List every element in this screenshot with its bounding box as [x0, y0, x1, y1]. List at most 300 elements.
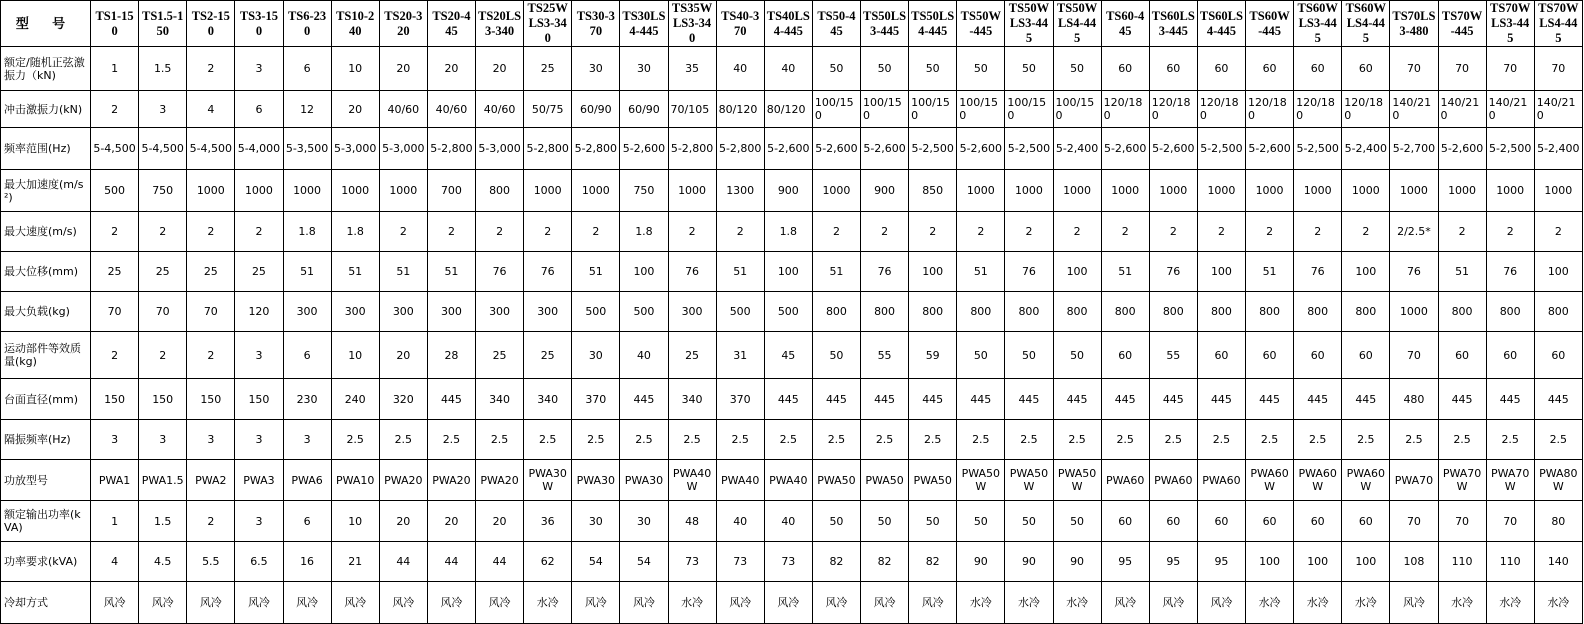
table-cell: 370: [716, 379, 764, 420]
table-cell: 2.5: [764, 420, 812, 460]
table-cell: 60: [1438, 332, 1486, 379]
table-row: [1, 292, 1583, 332]
table-cell: 800: [1005, 292, 1053, 332]
table-cell: 60: [1197, 501, 1245, 542]
table-cell: 100: [1534, 252, 1582, 292]
table-cell: 900: [764, 170, 812, 212]
table-cell: 2: [1342, 212, 1390, 252]
table-cell: 60: [1342, 332, 1390, 379]
table-cell: 水冷: [1534, 582, 1582, 624]
table-cell: 150: [187, 379, 235, 420]
table-cell: 3: [139, 91, 187, 128]
table-cell: 500: [620, 292, 668, 332]
table-cell: PWA40W: [668, 460, 716, 501]
table-cell: 800: [1101, 292, 1149, 332]
model-header: TS1.5-150: [139, 1, 187, 47]
table-cell: 2: [1053, 212, 1101, 252]
table-cell: 2.5: [861, 420, 909, 460]
table-cell: 54: [620, 542, 668, 582]
table-cell: 风冷: [283, 582, 331, 624]
table-cell: 5-2,600: [957, 128, 1005, 170]
table-cell: 73: [716, 542, 764, 582]
model-header: TS70W-445: [1438, 1, 1486, 47]
model-header: TS20-320: [379, 1, 427, 47]
table-cell: 2: [187, 212, 235, 252]
table-cell: 500: [572, 292, 620, 332]
model-header: TS50W-445: [957, 1, 1005, 47]
table-cell: 500: [91, 170, 139, 212]
table-row: [1, 501, 1583, 542]
table-cell: 5-2,600: [1246, 128, 1294, 170]
table-cell: 2: [427, 212, 475, 252]
table-cell: 风冷: [187, 582, 235, 624]
table-cell: 水冷: [1294, 582, 1342, 624]
table-cell: 445: [812, 379, 860, 420]
table-cell: 76: [1390, 252, 1438, 292]
table-cell: 2: [1005, 212, 1053, 252]
table-cell: 60: [1246, 332, 1294, 379]
table-cell: 70: [139, 292, 187, 332]
table-cell: PWA60: [1149, 460, 1197, 501]
table-cell: 44: [427, 542, 475, 582]
table-cell: 51: [1101, 252, 1149, 292]
model-header: TS60WLS3-445: [1294, 1, 1342, 47]
table-cell: 2.5: [1101, 420, 1149, 460]
table-cell: 10: [331, 47, 379, 91]
table-cell: 120/180: [1197, 91, 1245, 128]
table-cell: 25: [476, 332, 524, 379]
table-cell: 水冷: [524, 582, 572, 624]
table-cell: 2.5: [1053, 420, 1101, 460]
table-cell: 1000: [1438, 170, 1486, 212]
table-cell: 风冷: [764, 582, 812, 624]
table-cell: 80: [1534, 501, 1582, 542]
table-cell: 2: [1438, 212, 1486, 252]
table-cell: PWA80W: [1534, 460, 1582, 501]
table-cell: PWA50: [861, 460, 909, 501]
table-cell: PWA10: [331, 460, 379, 501]
table-cell: 水冷: [1486, 582, 1534, 624]
table-cell: 5-2,500: [1197, 128, 1245, 170]
table-cell: 25: [524, 332, 572, 379]
table-cell: 水冷: [1005, 582, 1053, 624]
table-cell: 2: [1197, 212, 1245, 252]
table-cell: 70: [1534, 47, 1582, 91]
table-cell: 2.5: [427, 420, 475, 460]
model-header: TS40LS4-445: [764, 1, 812, 47]
table-cell: 850: [909, 170, 957, 212]
table-cell: 70: [1390, 332, 1438, 379]
table-cell: 10: [331, 332, 379, 379]
table-cell: 1000: [812, 170, 860, 212]
table-cell: 40: [716, 47, 764, 91]
table-cell: 50: [909, 47, 957, 91]
table-cell: 1000: [1294, 170, 1342, 212]
table-cell: 水冷: [1053, 582, 1101, 624]
table-cell: 5-2,600: [1101, 128, 1149, 170]
table-cell: 20: [379, 47, 427, 91]
table-cell: 1.5: [139, 47, 187, 91]
table-row: [1, 91, 1583, 128]
table-row: [1, 460, 1583, 501]
table-cell: 2: [524, 212, 572, 252]
table-cell: 1: [91, 47, 139, 91]
row-label: 功放型号: [1, 460, 91, 501]
table-cell: 1.8: [620, 212, 668, 252]
table-cell: 120/180: [1246, 91, 1294, 128]
table-cell: 76: [668, 252, 716, 292]
table-cell: 76: [1005, 252, 1053, 292]
table-cell: 2: [139, 212, 187, 252]
table-cell: 100: [620, 252, 668, 292]
table-cell: 20: [476, 47, 524, 91]
table-cell: 2.5: [812, 420, 860, 460]
table-cell: 140/210: [1390, 91, 1438, 128]
table-cell: 25: [91, 252, 139, 292]
table-cell: 2.5: [524, 420, 572, 460]
table-cell: PWA3: [235, 460, 283, 501]
table-cell: PWA50: [812, 460, 860, 501]
table-cell: PWA40: [764, 460, 812, 501]
table-cell: 6: [283, 501, 331, 542]
table-cell: 25: [668, 332, 716, 379]
table-cell: 300: [331, 292, 379, 332]
table-cell: 445: [909, 379, 957, 420]
table-cell: 60: [1342, 501, 1390, 542]
table-cell: 2.5: [1005, 420, 1053, 460]
table-cell: PWA60W: [1246, 460, 1294, 501]
table-cell: 700: [427, 170, 475, 212]
table-cell: 2.5: [1149, 420, 1197, 460]
table-cell: 6.5: [235, 542, 283, 582]
table-cell: 80/120: [716, 91, 764, 128]
table-cell: 2.5: [572, 420, 620, 460]
table-cell: 445: [957, 379, 1005, 420]
table-cell: 120/180: [1294, 91, 1342, 128]
table-cell: 1000: [235, 170, 283, 212]
table-cell: 1000: [331, 170, 379, 212]
table-cell: 800: [1438, 292, 1486, 332]
row-label: 冷却方式: [1, 582, 91, 624]
table-cell: 40/60: [379, 91, 427, 128]
table-cell: 445: [1294, 379, 1342, 420]
table-cell: 76: [1486, 252, 1534, 292]
table-cell: 2.5: [331, 420, 379, 460]
table-cell: 10: [331, 501, 379, 542]
table-cell: 6: [235, 91, 283, 128]
table-cell: 2.5: [476, 420, 524, 460]
table-cell: 82: [812, 542, 860, 582]
model-header: TS30LS4-445: [620, 1, 668, 47]
model-header: TS20LS3-340: [476, 1, 524, 47]
table-cell: 2.5: [620, 420, 668, 460]
row-label: 额定输出功率(kVA): [1, 501, 91, 542]
table-cell: 60: [1149, 501, 1197, 542]
table-cell: 水冷: [1438, 582, 1486, 624]
table-cell: 1000: [283, 170, 331, 212]
table-cell: 2: [235, 212, 283, 252]
table-cell: 1.8: [331, 212, 379, 252]
table-cell: PWA50W: [1053, 460, 1101, 501]
model-header: TS70LS3-480: [1390, 1, 1438, 47]
table-cell: 6: [283, 332, 331, 379]
table-cell: PWA6: [283, 460, 331, 501]
model-header: TS60WLS4-445: [1342, 1, 1390, 47]
table-cell: 800: [861, 292, 909, 332]
table-cell: 800: [1342, 292, 1390, 332]
table-cell: 120/180: [1149, 91, 1197, 128]
table-cell: 30: [572, 332, 620, 379]
table-cell: 150: [139, 379, 187, 420]
table-cell: 50: [1005, 332, 1053, 379]
model-header: TS70WLS3-445: [1486, 1, 1534, 47]
table-cell: 55: [1149, 332, 1197, 379]
table-cell: 2: [1294, 212, 1342, 252]
table-cell: 150: [235, 379, 283, 420]
table-cell: PWA60: [1101, 460, 1149, 501]
table-cell: 50: [1005, 501, 1053, 542]
table-cell: 5-2,800: [524, 128, 572, 170]
table-cell: 50: [1053, 332, 1101, 379]
table-cell: 28: [427, 332, 475, 379]
model-header: TS50LS3-445: [861, 1, 909, 47]
table-cell: 108: [1390, 542, 1438, 582]
table-cell: 5-2,700: [1390, 128, 1438, 170]
table-cell: 140/210: [1486, 91, 1534, 128]
table-cell: 340: [524, 379, 572, 420]
table-cell: 40: [716, 501, 764, 542]
table-cell: 36: [524, 501, 572, 542]
table-cell: 59: [909, 332, 957, 379]
table-cell: 50: [1053, 501, 1101, 542]
table-row: [1, 582, 1583, 624]
table-cell: 445: [1149, 379, 1197, 420]
table-cell: PWA20: [379, 460, 427, 501]
table-cell: 40: [764, 501, 812, 542]
table-cell: 1000: [524, 170, 572, 212]
table-cell: 48: [668, 501, 716, 542]
table-cell: 40: [764, 47, 812, 91]
table-cell: 44: [476, 542, 524, 582]
table-cell: 50: [812, 47, 860, 91]
table-cell: 风冷: [620, 582, 668, 624]
table-cell: 2.5: [1246, 420, 1294, 460]
table-cell: 60: [1101, 47, 1149, 91]
table-cell: 2.5: [716, 420, 764, 460]
table-cell: 750: [620, 170, 668, 212]
table-cell: 1000: [668, 170, 716, 212]
table-cell: PWA30W: [524, 460, 572, 501]
table-cell: 1000: [957, 170, 1005, 212]
table-cell: 5-3,500: [283, 128, 331, 170]
table-cell: 2: [187, 47, 235, 91]
table-cell: 风冷: [331, 582, 379, 624]
table-cell: 5-2,600: [764, 128, 812, 170]
table-cell: 76: [1149, 252, 1197, 292]
table-cell: 445: [1053, 379, 1101, 420]
table-cell: 120/180: [1101, 91, 1149, 128]
table-cell: 30: [572, 501, 620, 542]
table-cell: 70: [187, 292, 235, 332]
table-cell: 3: [235, 47, 283, 91]
table-cell: 2.5: [1294, 420, 1342, 460]
model-header: TS25WLS3-340: [524, 1, 572, 47]
table-cell: 风冷: [476, 582, 524, 624]
model-header: TS60W-445: [1246, 1, 1294, 47]
table-cell: 60/90: [620, 91, 668, 128]
table-row: [1, 252, 1583, 292]
model-header: TS50WLS3-445: [1005, 1, 1053, 47]
table-cell: 2: [379, 212, 427, 252]
table-cell: 140/210: [1534, 91, 1582, 128]
table-cell: 2: [1246, 212, 1294, 252]
table-cell: 3: [187, 420, 235, 460]
table-cell: 73: [764, 542, 812, 582]
table-cell: 1.8: [283, 212, 331, 252]
table-cell: 2: [572, 212, 620, 252]
table-cell: 4: [187, 91, 235, 128]
table-cell: 800: [1149, 292, 1197, 332]
table-cell: PWA20: [476, 460, 524, 501]
table-cell: 1.8: [764, 212, 812, 252]
table-cell: 5-2,400: [1534, 128, 1582, 170]
table-cell: 40/60: [476, 91, 524, 128]
table-cell: 1000: [1342, 170, 1390, 212]
table-cell: 2: [1149, 212, 1197, 252]
model-header: TS40-370: [716, 1, 764, 47]
table-cell: PWA30: [572, 460, 620, 501]
model-header: TS50-445: [812, 1, 860, 47]
table-cell: 800: [812, 292, 860, 332]
table-cell: PWA60W: [1342, 460, 1390, 501]
table-cell: 60: [1197, 47, 1245, 91]
table-cell: 100/150: [861, 91, 909, 128]
table-cell: 82: [909, 542, 957, 582]
model-header: TS2-150: [187, 1, 235, 47]
table-cell: 230: [283, 379, 331, 420]
table-cell: 100/150: [909, 91, 957, 128]
table-cell: 1000: [1246, 170, 1294, 212]
table-cell: 21: [331, 542, 379, 582]
table-cell: 水冷: [1342, 582, 1390, 624]
table-cell: 20: [427, 47, 475, 91]
table-cell: 100: [1197, 252, 1245, 292]
table-cell: 60: [1101, 501, 1149, 542]
table-cell: 800: [909, 292, 957, 332]
table-cell: 1000: [1197, 170, 1245, 212]
table-cell: 5-2,500: [1005, 128, 1053, 170]
table-cell: 2: [1101, 212, 1149, 252]
table-cell: 100: [1342, 542, 1390, 582]
table-cell: 5-3,000: [331, 128, 379, 170]
table-cell: 5-2,600: [812, 128, 860, 170]
table-cell: 100: [1294, 542, 1342, 582]
table-cell: 风冷: [1101, 582, 1149, 624]
model-header: TS1-150: [91, 1, 139, 47]
table-cell: 5-2,800: [427, 128, 475, 170]
table-cell: 6: [283, 47, 331, 91]
table-cell: 100/150: [957, 91, 1005, 128]
table-cell: 90: [1053, 542, 1101, 582]
table-cell: 3: [235, 501, 283, 542]
table-cell: 3: [91, 420, 139, 460]
table-cell: 300: [379, 292, 427, 332]
table-cell: 55: [861, 332, 909, 379]
table-cell: 50: [861, 501, 909, 542]
table-cell: 5-4,000: [235, 128, 283, 170]
table-cell: 5-4,500: [91, 128, 139, 170]
row-label: 频率范围(Hz): [1, 128, 91, 170]
model-header: TS10-240: [331, 1, 379, 47]
table-cell: 150: [91, 379, 139, 420]
table-cell: 2.5: [1438, 420, 1486, 460]
table-cell: 70: [1486, 501, 1534, 542]
table-cell: 20: [379, 501, 427, 542]
table-cell: 2: [812, 212, 860, 252]
table-cell: 445: [764, 379, 812, 420]
table-cell: 800: [1053, 292, 1101, 332]
table-cell: 5-4,500: [139, 128, 187, 170]
table-cell: 110: [1438, 542, 1486, 582]
table-cell: 2: [187, 332, 235, 379]
table-cell: 100: [909, 252, 957, 292]
table-cell: 水冷: [957, 582, 1005, 624]
table-cell: 2.5: [379, 420, 427, 460]
table-cell: 50: [1005, 47, 1053, 91]
table-cell: 120/180: [1342, 91, 1390, 128]
table-cell: 445: [1246, 379, 1294, 420]
table-cell: PWA60W: [1294, 460, 1342, 501]
table-cell: 风冷: [235, 582, 283, 624]
table-cell: 2.5: [1534, 420, 1582, 460]
model-header: TS60LS3-445: [1149, 1, 1197, 47]
table-cell: 800: [1534, 292, 1582, 332]
table-cell: 90: [1005, 542, 1053, 582]
table-cell: 51: [812, 252, 860, 292]
row-label: 台面直径(mm): [1, 379, 91, 420]
table-cell: 60: [1246, 501, 1294, 542]
table-cell: 31: [716, 332, 764, 379]
table-cell: PWA70W: [1438, 460, 1486, 501]
table-cell: 50: [812, 332, 860, 379]
table-cell: 4.5: [139, 542, 187, 582]
model-header: TS50LS4-445: [909, 1, 957, 47]
table-cell: 70: [1438, 47, 1486, 91]
table-cell: 35: [668, 47, 716, 91]
table-cell: 445: [427, 379, 475, 420]
table-cell: 风冷: [1390, 582, 1438, 624]
table-row: [1, 212, 1583, 252]
row-label: 最大位移(mm): [1, 252, 91, 292]
table-cell: 100/150: [1005, 91, 1053, 128]
table-cell: 445: [1101, 379, 1149, 420]
table-cell: 51: [572, 252, 620, 292]
table-cell: 风冷: [909, 582, 957, 624]
table-cell: 50: [957, 332, 1005, 379]
table-cell: 44: [379, 542, 427, 582]
table-cell: 5-2,500: [1486, 128, 1534, 170]
table-cell: 90: [957, 542, 1005, 582]
table-cell: PWA20: [427, 460, 475, 501]
table-cell: 5-3,000: [476, 128, 524, 170]
table-cell: 2: [716, 212, 764, 252]
table-cell: 51: [1246, 252, 1294, 292]
row-label: 功率要求(kVA): [1, 542, 91, 582]
table-cell: 800: [476, 170, 524, 212]
table-cell: 2: [861, 212, 909, 252]
table-cell: 12: [283, 91, 331, 128]
model-header: TS70WLS4-445: [1534, 1, 1582, 47]
